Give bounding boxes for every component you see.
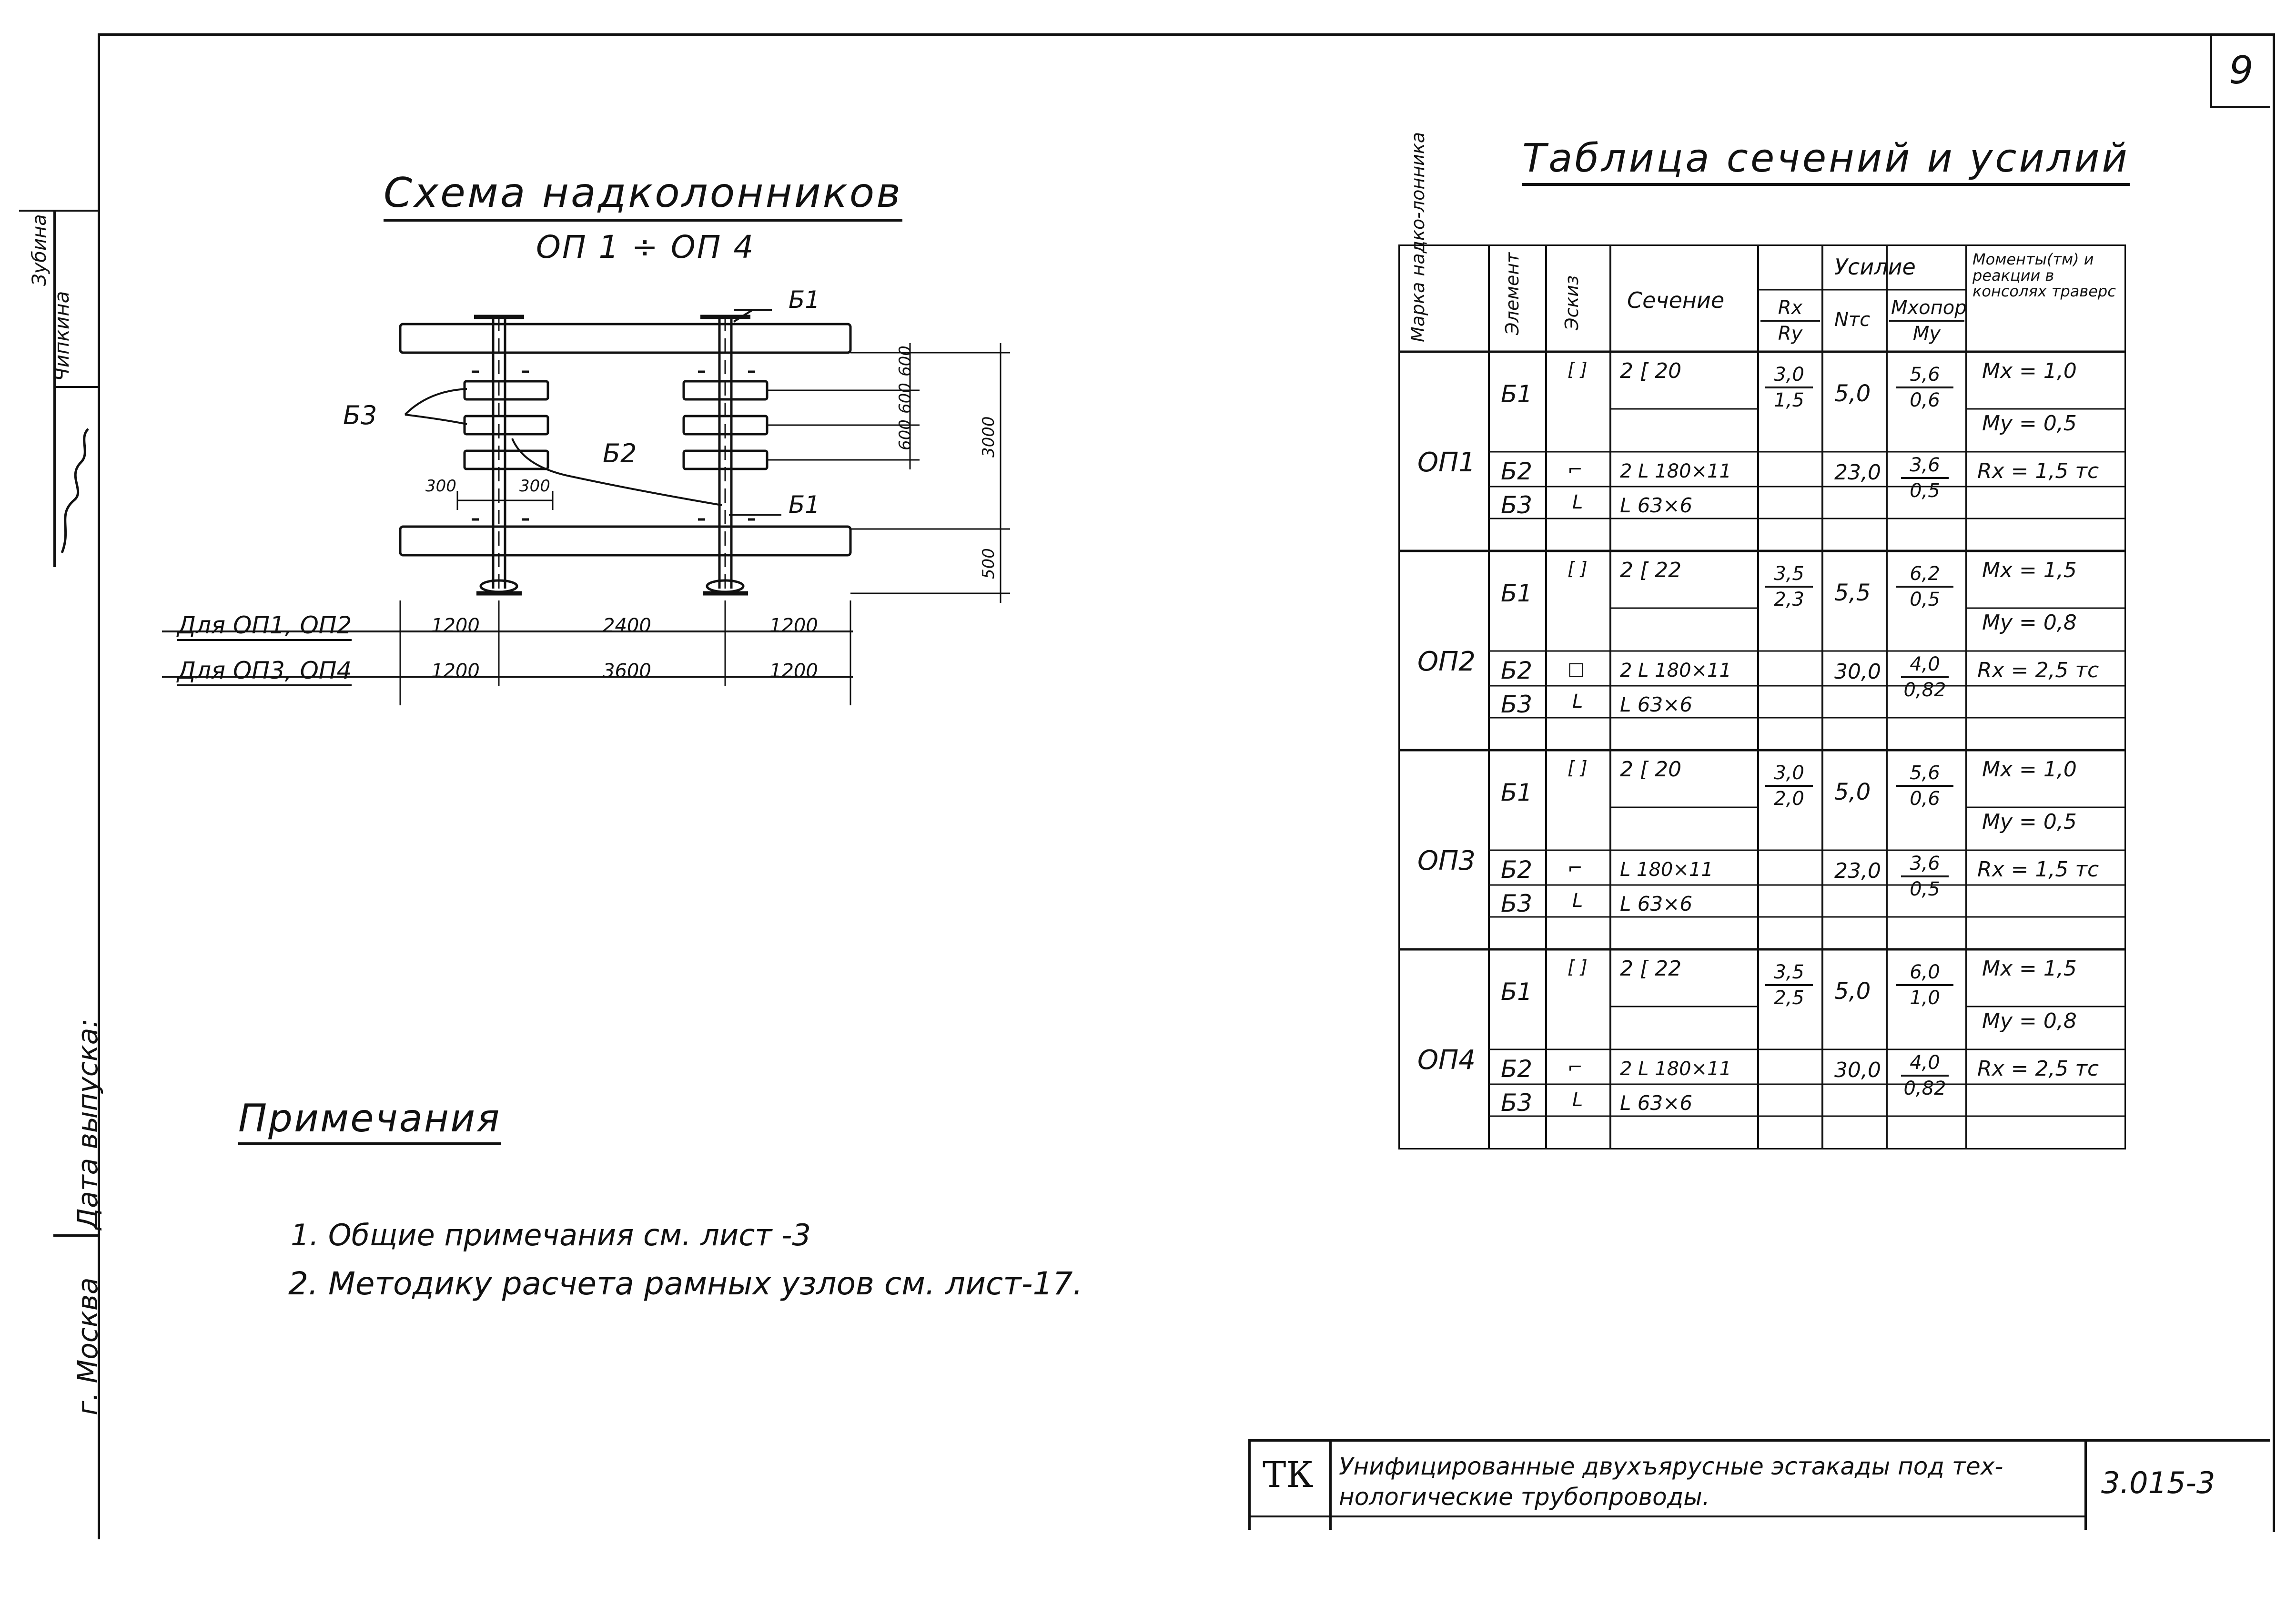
- row-n: 30,0: [1834, 1058, 1881, 1082]
- row-moment: My = 0,5: [1982, 810, 2077, 834]
- sketch-icon: □: [1568, 658, 1585, 679]
- row-section: L 63×6: [1620, 693, 1693, 716]
- table-title: Таблица сечений и усилий: [1522, 136, 2130, 186]
- dim-600-1: 600: [896, 346, 915, 376]
- row-section: L 63×6: [1620, 892, 1693, 915]
- table-mark: ОП2: [1417, 646, 1476, 677]
- row-section: 2 [ 22: [1620, 956, 1682, 981]
- row-moment: Rx = 2,5 тс: [1977, 1057, 2099, 1081]
- row-element: Б2: [1501, 1055, 1533, 1083]
- row-section: 2 [ 20: [1620, 757, 1682, 782]
- table-mark: ОП3: [1417, 845, 1476, 876]
- sketch-icon: L: [1572, 890, 1583, 912]
- row-n: 23,0: [1834, 859, 1881, 883]
- margin-rule: [19, 210, 100, 212]
- title-block-code: ТК: [1263, 1454, 1314, 1495]
- row-element: Б3: [1501, 491, 1533, 519]
- row-rx-ry: $\frac{3,5}{2,3}$: [1765, 563, 1813, 610]
- dim-value: 1200: [431, 660, 480, 682]
- row-m: $\frac{4,0}{0,82}$: [1901, 653, 1949, 701]
- header-ntc: Nтс: [1834, 309, 1871, 331]
- dim-value: 1200: [769, 615, 818, 637]
- release-date-label: Дата выпуска:: [71, 1018, 104, 1230]
- row-moment: My = 0,8: [1982, 610, 2077, 635]
- stamp-name-top: Зубина: [29, 214, 51, 286]
- dim-3000: 3000: [979, 416, 998, 458]
- row-element: Б3: [1501, 890, 1533, 917]
- row-n: 5,0: [1834, 779, 1871, 805]
- header-element: Элемент: [1502, 252, 1523, 335]
- dim-300-right: 300: [519, 477, 550, 496]
- header-force: Усилие: [1834, 254, 1916, 280]
- signature: [52, 419, 100, 562]
- row-moment: Rx = 2,5 тс: [1977, 658, 2099, 682]
- row-m: $\frac{5,6}{0,6}$: [1896, 364, 1953, 411]
- scheme-subtitle: ОП 1 ÷ ОП 4: [536, 229, 755, 265]
- notes-title: Примечания: [238, 1096, 501, 1145]
- sketch-icon: [ ]: [1568, 757, 1588, 778]
- row-section: 2 L 180×11: [1620, 660, 1731, 681]
- row-section: 2 L 180×11: [1620, 1058, 1731, 1080]
- sketch-icon: ⌐: [1568, 1057, 1583, 1078]
- row-element: Б2: [1501, 856, 1533, 884]
- dim-value: 3600: [603, 660, 651, 682]
- document-number: 3.015-3: [2101, 1465, 2215, 1500]
- row-moment: Mx = 1,5: [1982, 558, 2077, 582]
- row-m: $\frac{3,6}{0,5}$: [1901, 853, 1949, 900]
- note-item: 2. Методику расчета рамных узлов см. лист-17.: [288, 1265, 1083, 1302]
- row-moment: My = 0,5: [1982, 411, 2077, 436]
- sketch-icon: L: [1572, 1089, 1583, 1111]
- row-moment: My = 0,8: [1982, 1009, 2077, 1033]
- scheme-title: Схема надколонников: [384, 169, 902, 222]
- row-section: 2 L 180×11: [1620, 460, 1731, 482]
- row-n: 23,0: [1834, 460, 1881, 485]
- note-item: 1. Общие примечания см. лист -3: [291, 1218, 811, 1252]
- dim-row-label: Для ОП1, ОП2: [177, 611, 352, 641]
- header-section: Сечение: [1627, 287, 1725, 313]
- dim-value: 1200: [431, 615, 480, 637]
- row-moment: Mx = 1,5: [1982, 956, 2077, 981]
- sketch-icon: ⌐: [1568, 459, 1583, 480]
- stamp-name: Чипкина: [50, 291, 73, 381]
- row-element: Б1: [1501, 580, 1533, 607]
- dim-600-2: 600: [896, 383, 915, 414]
- row-m: $\frac{3,6}{0,5}$: [1901, 454, 1949, 502]
- row-element: Б1: [1501, 779, 1533, 806]
- row-section: L 180×11: [1620, 859, 1713, 881]
- label-b3: Б3: [343, 400, 377, 430]
- table-mark: ОП4: [1417, 1045, 1476, 1076]
- row-moment: Rx = 1,5 тс: [1977, 459, 2099, 483]
- label-b1-bottom: Б1: [789, 491, 820, 519]
- row-element: Б1: [1501, 978, 1533, 1006]
- header-mark: Марка надко-лонника: [1407, 132, 1428, 342]
- row-element: Б3: [1501, 1089, 1533, 1117]
- sketch-icon: [ ]: [1568, 558, 1588, 579]
- sketch-icon: L: [1572, 491, 1583, 513]
- city-label: г. Москва: [71, 1277, 104, 1415]
- page-number: 9: [2210, 34, 2270, 108]
- row-element: Б2: [1501, 458, 1533, 485]
- dim-value: 2400: [603, 615, 651, 637]
- row-element: Б1: [1501, 380, 1533, 408]
- row-moment: Mx = 1,0: [1982, 359, 2077, 383]
- title-block: [1248, 1439, 2270, 1530]
- label-b1-top: Б1: [789, 286, 820, 314]
- row-moment: Mx = 1,0: [1982, 757, 2077, 782]
- sketch-icon: [ ]: [1568, 359, 1588, 380]
- header-sketch: Эскиз: [1561, 275, 1582, 330]
- row-rx-ry: $\frac{3,0}{2,0}$: [1765, 762, 1813, 810]
- sketch-icon: [ ]: [1568, 956, 1588, 977]
- row-m: $\frac{6,0}{1,0}$: [1896, 961, 1953, 1009]
- row-section: L 63×6: [1620, 494, 1693, 517]
- row-element: Б2: [1501, 657, 1533, 684]
- row-section: 2 [ 20: [1620, 359, 1682, 383]
- row-rx-ry: $\frac{3,5}{2,5}$: [1765, 961, 1813, 1009]
- margin-rule: [53, 386, 100, 388]
- table-mark: ОП1: [1417, 447, 1476, 478]
- row-n: 5,0: [1834, 380, 1871, 407]
- row-n: 5,0: [1834, 978, 1871, 1005]
- dim-500: 500: [979, 548, 998, 579]
- header-m: Mxопор My: [1889, 297, 1964, 345]
- dim-value: 1200: [769, 660, 818, 682]
- row-rx-ry: $\frac{3,0}{1,5}$: [1765, 364, 1813, 411]
- label-b2: Б2: [603, 438, 637, 468]
- row-m: $\frac{4,0}{0,82}$: [1901, 1052, 1949, 1099]
- row-section: 2 [ 22: [1620, 558, 1682, 582]
- sketch-icon: L: [1572, 691, 1583, 712]
- header-rx-ry: $\frac{Rx}{Ry}$: [1760, 297, 1820, 345]
- header-moments: Моменты(тм) и реакции в консолях траверс: [1972, 250, 2116, 301]
- row-element: Б3: [1501, 691, 1533, 718]
- row-moment: Rx = 1,5 тс: [1977, 857, 2099, 882]
- row-n: 5,5: [1834, 580, 1871, 606]
- title-block-line2: нологические трубопроводы.: [1339, 1483, 1710, 1511]
- dim-300-left: 300: [425, 477, 456, 496]
- dim-row-label: Для ОП3, ОП4: [177, 657, 352, 686]
- sketch-icon: ⌐: [1568, 857, 1583, 878]
- row-section: L 63×6: [1620, 1091, 1693, 1115]
- title-block-line1: Унифицированные двухъярусные эстакады под тех-: [1339, 1453, 2003, 1480]
- margin-rule: [53, 1234, 99, 1237]
- row-m: $\frac{5,6}{0,6}$: [1896, 762, 1953, 810]
- row-n: 30,0: [1834, 660, 1881, 684]
- row-m: $\frac{6,2}{0,5}$: [1896, 563, 1953, 610]
- dim-600-3: 600: [896, 419, 915, 450]
